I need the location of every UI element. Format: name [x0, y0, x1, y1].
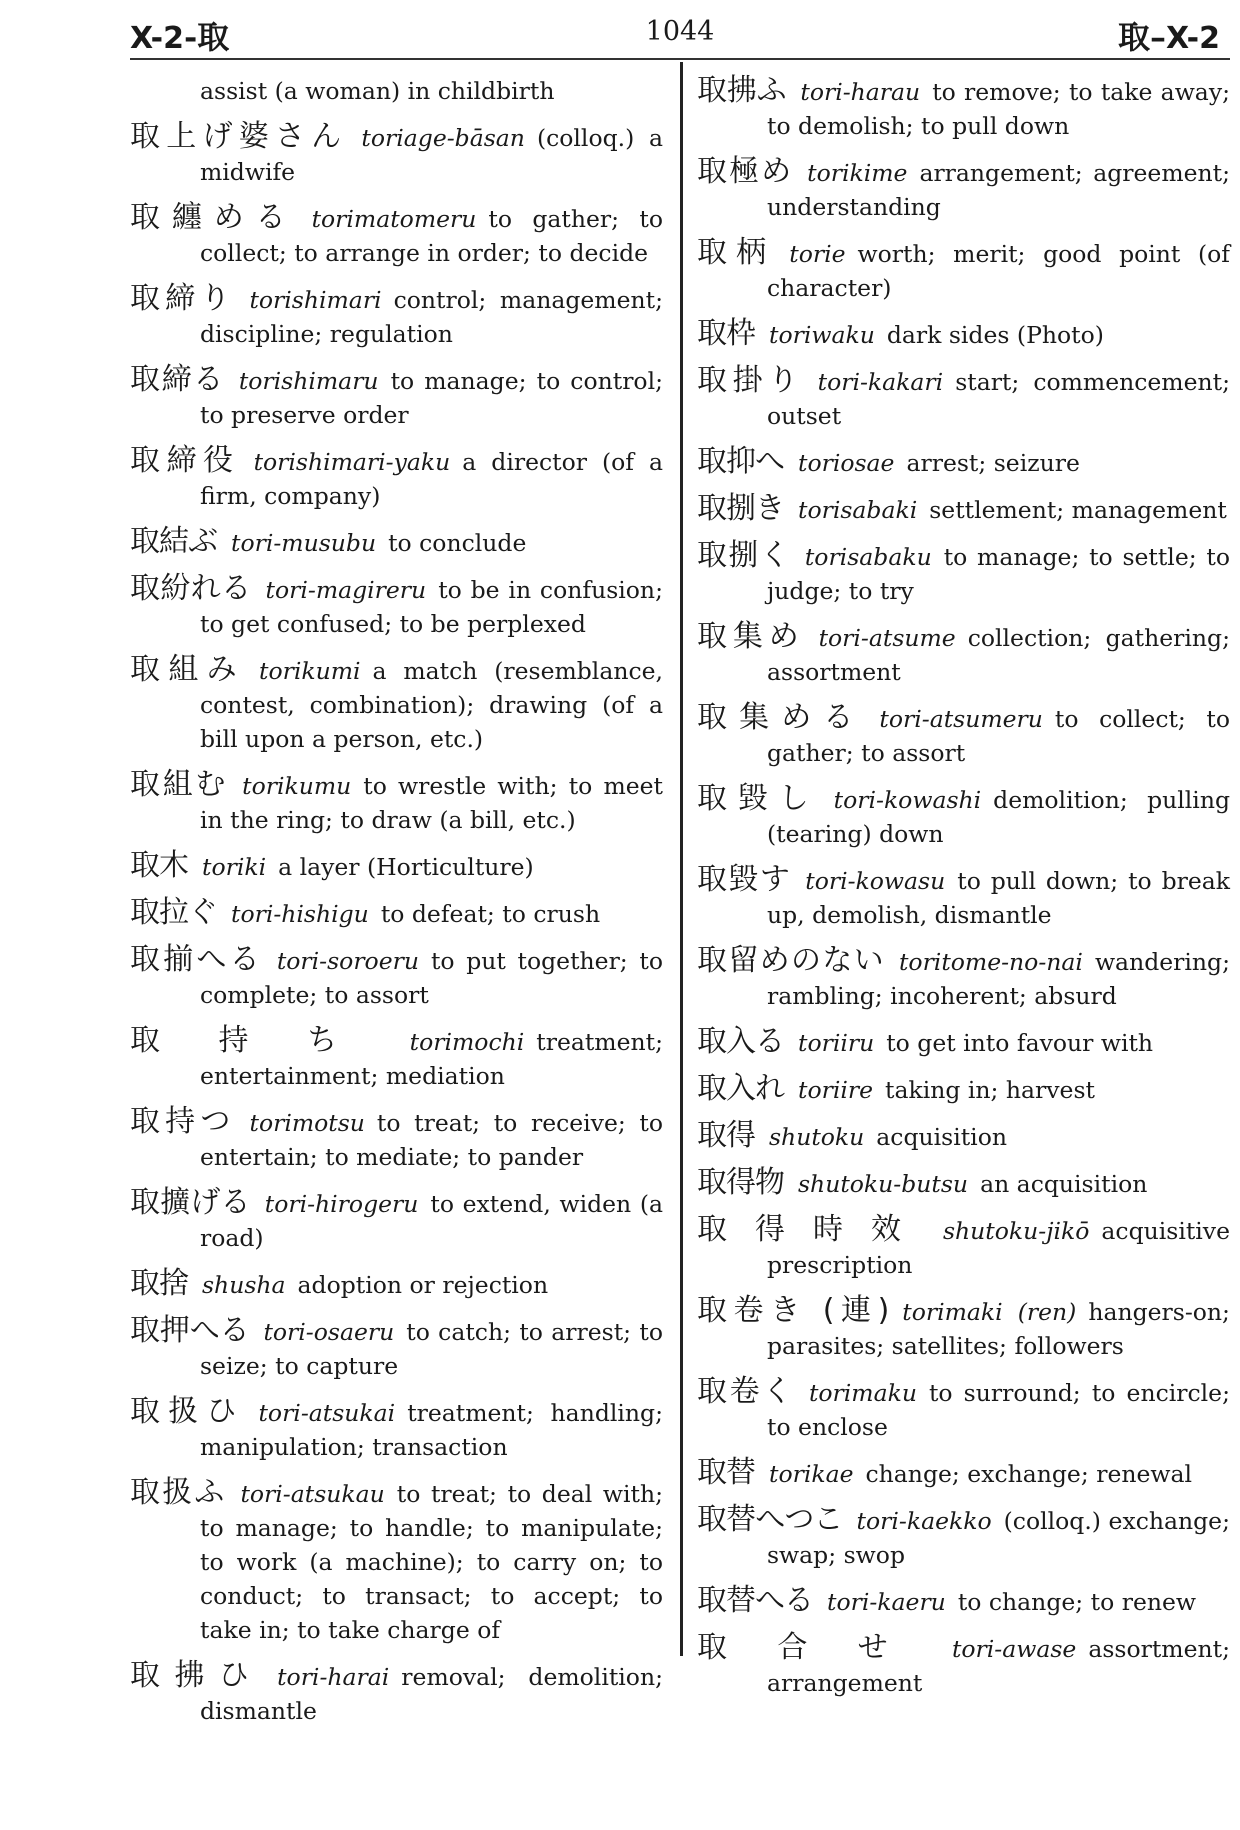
- entry-definition: to treat; to deal with; to manage; to handle; to manipulate; to work (a machine); to carry on; to conduct; to transact; to accept; to take in; to take charge of: [200, 1480, 664, 1644]
- entry-headword: 取合せ: [697, 1630, 938, 1665]
- entry-romaji: shutoku-jikō: [942, 1217, 1090, 1245]
- entry-headword: 取捨: [130, 1266, 188, 1301]
- entry-romaji: tori-kakari: [817, 368, 944, 396]
- entry-definition: to wrestle with; to meet in the ring; to draw (a bill, etc.): [200, 772, 664, 834]
- entry-definition: to change; to renew: [957, 1588, 1197, 1616]
- entry-romaji: tori-atsukai: [258, 1399, 396, 1427]
- entry-headword: 取持ち: [130, 1023, 396, 1058]
- entry-romaji: tori-magireru: [265, 576, 427, 604]
- entry-headword: 取締役: [130, 443, 240, 478]
- header-right-kanji: 取: [1117, 18, 1150, 56]
- entry-definition: removal; demolition; dismantle: [200, 1663, 664, 1725]
- entry-romaji: shusha: [202, 1271, 286, 1299]
- entry-romaji: tori-kaekko: [856, 1507, 992, 1535]
- entry-headword: 取木: [130, 848, 188, 883]
- entry-romaji: toriwaku: [769, 321, 875, 349]
- dictionary-entry: [130, 1476, 663, 1647]
- entry-headword: 取替: [697, 1455, 755, 1490]
- entry-romaji: tori-hirogeru: [264, 1190, 419, 1218]
- dictionary-entry: [130, 120, 663, 189]
- dictionary-entry: [697, 364, 1230, 433]
- entry-definition: to get into favour with: [886, 1029, 1154, 1057]
- dictionary-entry: [697, 863, 1230, 932]
- entry-definition: acquisitive prescription: [767, 1217, 1230, 1279]
- entry-headword: 取掛り: [697, 363, 804, 398]
- entry-headword: 取組み: [130, 652, 246, 687]
- entry-romaji: toriiru: [798, 1029, 875, 1057]
- entry-headword: 取拂ひ: [130, 1658, 264, 1693]
- entry-headword: 取扱ふ: [130, 1475, 227, 1510]
- dictionary-entry: [130, 282, 663, 351]
- entry-headword: 取卷く: [697, 1374, 795, 1409]
- entry-romaji: torikumi: [259, 657, 361, 685]
- entry-romaji: tori-harau: [800, 78, 921, 106]
- entry-definition: to catch; to arrest; to seize; to capture: [200, 1318, 664, 1380]
- entry-romaji: toriire: [798, 1076, 873, 1104]
- dictionary-entry: [697, 492, 1230, 527]
- left-entry-list: [130, 120, 663, 1728]
- entry-definition: control; management; discipline; regulation: [200, 286, 663, 348]
- dictionary-entry: [697, 1584, 1230, 1619]
- entry-headword: 取上げ婆さん: [130, 119, 348, 154]
- entry-headword: 取替へつこ: [697, 1502, 843, 1537]
- entry-headword: 取得物: [697, 1165, 784, 1200]
- entry-definition: treatment; handling; manipulation; transaction: [200, 1399, 663, 1461]
- entry-headword: 取締り: [130, 281, 236, 316]
- entry-headword: 取抑へ: [697, 444, 784, 479]
- dictionary-entry: [697, 1503, 1230, 1572]
- entry-romaji: tori-soroeru: [276, 947, 419, 975]
- entry-headword: 取柄: [697, 235, 776, 270]
- dictionary-entry: [697, 317, 1230, 352]
- entry-headword: 取得時效: [697, 1212, 929, 1247]
- entry-romaji: tori-kowasu: [805, 867, 946, 895]
- dictionary-entry: [697, 701, 1230, 770]
- entry-definition: to be in confusion; to get confused; to be perplexed: [200, 576, 663, 638]
- entry-definition: to manage; to control; to preserve order: [200, 367, 664, 429]
- dictionary-entry: [697, 1375, 1230, 1444]
- entry-romaji: torishimari: [249, 286, 382, 314]
- entry-romaji: tori-hishigu: [231, 900, 369, 928]
- entry-headword: 取捌く: [697, 538, 791, 573]
- entry-headword: 取拉ぐ: [130, 895, 217, 930]
- entry-headword: 取集め: [697, 619, 805, 654]
- entry-romaji: tori-kowashi: [833, 786, 982, 814]
- entry-romaji: torisabaku: [804, 543, 932, 571]
- header-left: X-2-取: [130, 18, 230, 56]
- entry-definition: an acquisition: [980, 1170, 1148, 1198]
- entry-definition: change; exchange; renewal: [865, 1460, 1193, 1488]
- entry-definition: arrangement; agreement; understanding: [767, 159, 1230, 221]
- page-number: 1044: [645, 16, 715, 47]
- entry-romaji: torimaki (ren): [902, 1298, 1077, 1326]
- header-rule: [130, 58, 1230, 60]
- entry-definition: to collect; to gather; to assort: [767, 705, 1230, 767]
- dictionary-entry: [697, 539, 1230, 608]
- entry-headword: 取紛れる: [130, 571, 252, 606]
- dictionary-entry: [130, 1395, 663, 1464]
- entry-headword: 取扱ひ: [130, 1394, 245, 1429]
- left-column: [130, 74, 663, 1740]
- entry-headword: 取集める: [697, 700, 866, 735]
- entry-definition: demolition; pulling (tearing) down: [767, 786, 1231, 848]
- entry-definition: acquisition: [876, 1123, 1007, 1151]
- entry-headword: 取得: [697, 1118, 755, 1153]
- entry-definition: to manage; to settle; to judge; to try: [767, 543, 1230, 605]
- entry-headword: 取毀し: [697, 781, 820, 816]
- entry-definition: worth; merit; good point (of character): [767, 240, 1230, 302]
- entry-romaji: torimatomeru: [311, 205, 477, 233]
- entry-romaji: tori-kaeru: [827, 1588, 946, 1616]
- entry-definition: to put together; to complete; to assort: [200, 947, 663, 1009]
- entry-headword: 取結ぶ: [130, 524, 217, 559]
- entry-romaji: torimochi: [409, 1028, 525, 1056]
- dictionary-entry: [130, 896, 663, 931]
- dictionary-entry: [130, 653, 663, 756]
- dictionary-entry: [130, 768, 663, 837]
- entry-headword: 取拂ふ: [697, 73, 787, 108]
- entry-definition: taking in; harvest: [885, 1076, 1095, 1104]
- entry-romaji: torikumu: [242, 772, 352, 800]
- entry-headword: 取組む: [130, 767, 229, 802]
- entry-romaji: torisabaki: [798, 496, 918, 524]
- entry-romaji: toriage-bāsan: [361, 124, 525, 152]
- dictionary-entry: [697, 74, 1230, 143]
- dictionary-entry: [130, 572, 663, 641]
- entry-romaji: toritome-no-nai: [898, 948, 1083, 976]
- entry-romaji: tori-musubu: [231, 529, 377, 557]
- header-left-kanji: 取: [197, 18, 230, 56]
- entry-definition: collection; gathering; assortment: [767, 624, 1230, 686]
- dictionary-entry: [130, 363, 663, 432]
- dictionary-entry: [130, 1186, 663, 1255]
- entry-headword: 取留めのない: [697, 943, 885, 978]
- dictionary-entry: [697, 620, 1230, 689]
- entry-definition: dark sides (Photo): [886, 321, 1104, 349]
- entry-headword: 取毀す: [697, 862, 792, 897]
- entry-definition: to gather; to collect; to arrange in order; to decide: [200, 205, 663, 267]
- dictionary-entry: [697, 1025, 1230, 1060]
- entry-romaji: torikime: [807, 159, 908, 187]
- entry-romaji: torie: [789, 240, 846, 268]
- dictionary-entry: [130, 525, 663, 560]
- header-right: 取–X-2: [1117, 18, 1220, 56]
- entry-romaji: toriosae: [798, 449, 895, 477]
- entry-definition: start; commencement; outset: [767, 368, 1230, 430]
- entry-definition: treatment; entertainment; mediation: [200, 1028, 663, 1090]
- entry-romaji: tori-awase: [951, 1635, 1077, 1663]
- dictionary-entry: [697, 1631, 1230, 1700]
- entry-headword: 取入る: [697, 1024, 784, 1059]
- dictionary-entry: [130, 849, 663, 884]
- entry-definition: wandering; rambling; incoherent; absurd: [767, 948, 1230, 1010]
- entry-headword: 取揃へる: [130, 942, 263, 977]
- entry-headword: 取纏める: [130, 200, 298, 235]
- entry-definition: to conclude: [388, 529, 527, 557]
- dictionary-entry: [697, 1072, 1230, 1107]
- entry-headword: 取持つ: [130, 1104, 236, 1139]
- entry-definition: a director (of a firm, company): [200, 448, 663, 510]
- entry-romaji: torimaku: [808, 1379, 917, 1407]
- entry-headword: 取締る: [130, 362, 225, 397]
- right-entry-list: [697, 74, 1230, 1700]
- dictionary-entry: [697, 1119, 1230, 1154]
- dictionary-entry: [130, 943, 663, 1012]
- dictionary-entry: [697, 445, 1230, 480]
- entry-definition: to treat; to receive; to entertain; to mediate; to pander: [200, 1109, 664, 1171]
- entry-headword: 取入れ: [697, 1071, 784, 1106]
- entry-definition: to extend, widen (a road): [200, 1190, 664, 1252]
- entry-romaji: torikae: [769, 1460, 854, 1488]
- entry-romaji: tori-atsukau: [240, 1480, 385, 1508]
- dictionary-entry: [697, 782, 1230, 851]
- entry-definition: settlement; management: [929, 496, 1227, 524]
- dictionary-entry: [130, 1105, 663, 1174]
- entry-romaji: toriki: [202, 853, 267, 881]
- entry-romaji: tori-harai: [277, 1663, 390, 1691]
- entry-romaji: tori-atsumeru: [879, 705, 1043, 733]
- entry-definition: to pull down; to break up, demolish, dismantle: [767, 867, 1231, 929]
- entry-romaji: torishimari-yaku: [253, 448, 451, 476]
- entry-definition: assortment; arrangement: [767, 1635, 1230, 1697]
- dictionary-entry: [697, 1213, 1230, 1282]
- entry-definition: hangers-on; parasites; satellites; followers: [767, 1298, 1230, 1360]
- dictionary-entry: [697, 1166, 1230, 1201]
- entry-romaji: torishimaru: [238, 367, 379, 395]
- entry-romaji: shutoku: [769, 1123, 865, 1151]
- dictionary-entry: [130, 1659, 663, 1728]
- dictionary-entry: [697, 944, 1230, 1013]
- entry-romaji: tori-atsume: [818, 624, 956, 652]
- entry-headword: 取極め: [697, 154, 794, 189]
- entry-headword: 取替へる: [697, 1583, 813, 1618]
- entry-headword: 取擴げる: [130, 1185, 251, 1220]
- continuation-text: assist (a woman) in childbirth: [200, 77, 555, 105]
- dictionary-entry: [130, 444, 663, 513]
- dictionary-entry: [697, 1456, 1230, 1491]
- entry-definition: to remove; to take away; to demolish; to pull down: [767, 78, 1231, 140]
- column-divider: [680, 62, 683, 1656]
- dictionary-entry: [130, 1314, 663, 1383]
- entry-definition: adoption or rejection: [297, 1271, 549, 1299]
- entry-headword: 取枠: [697, 316, 755, 351]
- entry-definition: (colloq.) exchange; swap; swop: [767, 1507, 1231, 1569]
- dictionary-entry: [697, 155, 1230, 224]
- header-left-code: X-2: [130, 21, 185, 56]
- entry-definition: (colloq.) a midwife: [200, 124, 663, 186]
- right-column: [697, 74, 1230, 1712]
- entry-romaji: torimotsu: [249, 1109, 365, 1137]
- entry-romaji: shutoku-butsu: [798, 1170, 969, 1198]
- page-header: [130, 12, 1230, 56]
- entry-headword: 取押へる: [130, 1313, 250, 1348]
- dictionary-entry: [697, 1294, 1230, 1363]
- entry-definition: a layer (Horticulture): [278, 853, 534, 881]
- entry-headword: 取卷き (連): [697, 1293, 889, 1328]
- entry-headword: 取捌き: [697, 491, 784, 526]
- dictionary-entry: [697, 236, 1230, 305]
- entry-definition: to surround; to encircle; to enclose: [767, 1379, 1231, 1441]
- header-right-code: X-2: [1165, 21, 1220, 56]
- dictionary-entry: [130, 201, 663, 270]
- entry-definition: to defeat; to crush: [380, 900, 601, 928]
- dictionary-entry: [130, 1267, 663, 1302]
- dictionary-entry: [130, 1024, 663, 1093]
- entry-definition: a match (resemblance, contest, combination); drawing (of a bill upon a person, etc.): [200, 657, 664, 753]
- entry-romaji: tori-osaeru: [263, 1318, 395, 1346]
- entry-definition: arrest; seizure: [906, 449, 1080, 477]
